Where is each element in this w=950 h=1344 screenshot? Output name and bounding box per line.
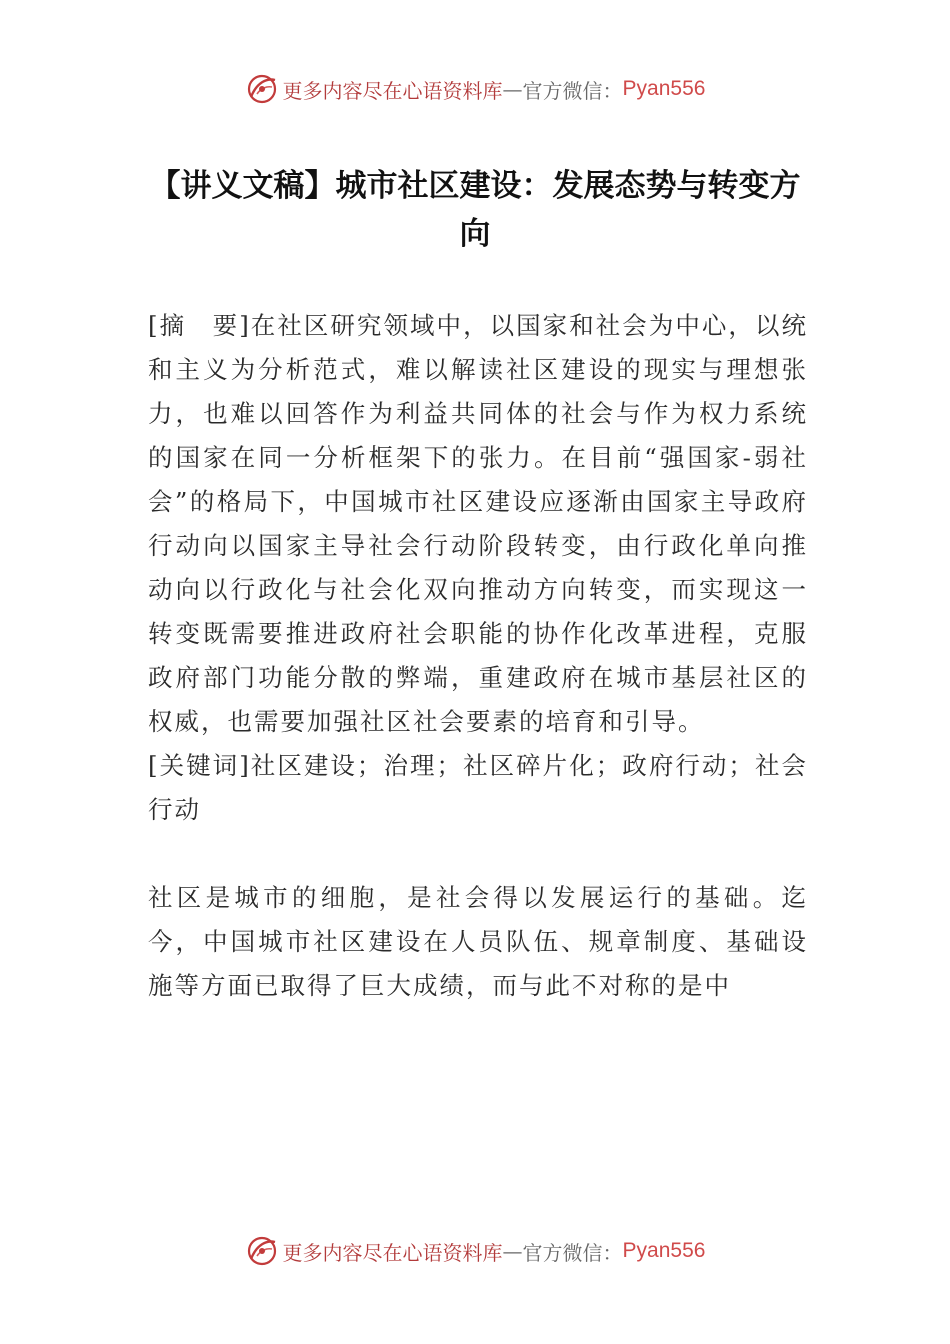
keywords-paragraph: [关键词]社区建设；治理；社区碎片化；政府行动；社会行动 — [148, 751, 808, 824]
watermark-separator: — — [502, 1239, 523, 1263]
body-paragraph: 社区是城市的细胞，是社会得以发展运行的基础。迄今，中国城市社区建设在人员队伍、规章制度、基础设施等方面已取得了巨大成绩，而与此不对称的是中 — [148, 883, 808, 1000]
watermark-separator: — — [502, 77, 523, 101]
document-title: 【讲义文稿】城市社区建设：发展态势与转变方向 — [149, 168, 801, 252]
document-body — [148, 304, 808, 1008]
watermark-text: 更多内容尽在心语资料库 — [282, 78, 503, 103]
watermark-text: 更多内容尽在心语资料库 — [282, 1240, 503, 1265]
wechat-id: Pyan556 — [622, 1239, 706, 1262]
watermark-banner-top — [0, 72, 950, 106]
abstract-paragraph: [摘 要]在社区研究领域中，以国家和社会为中心，以统和主义为分析范式，难以解读社区建设的现实与理想张力，也难以回答作为利益共同体的社会与作为权力系统的国家在同一分析框架下的张力。在目前“强国家-弱社会”的格局下，中国城市社区建设应逐渐由国家主导政府行动向以国家主导社会行动阶段转变，由行政化单向推动向以行政化与社会化双向推动方向转变，而实现这一转变既需要推进政府社会职能的协作化改革进程，克服政府部门功能分散的弊端，重建政府在城市基层社区的权威，也需要加强社区社会要素的培育和引导。 — [148, 311, 808, 736]
brand-logo-icon — [245, 72, 279, 106]
wechat-label: 官方微信： — [522, 1240, 623, 1265]
watermark-banner-bottom — [0, 1234, 950, 1268]
wechat-label: 官方微信： — [522, 78, 623, 103]
wechat-id: Pyan556 — [622, 77, 706, 100]
brand-logo-icon — [245, 1234, 279, 1268]
